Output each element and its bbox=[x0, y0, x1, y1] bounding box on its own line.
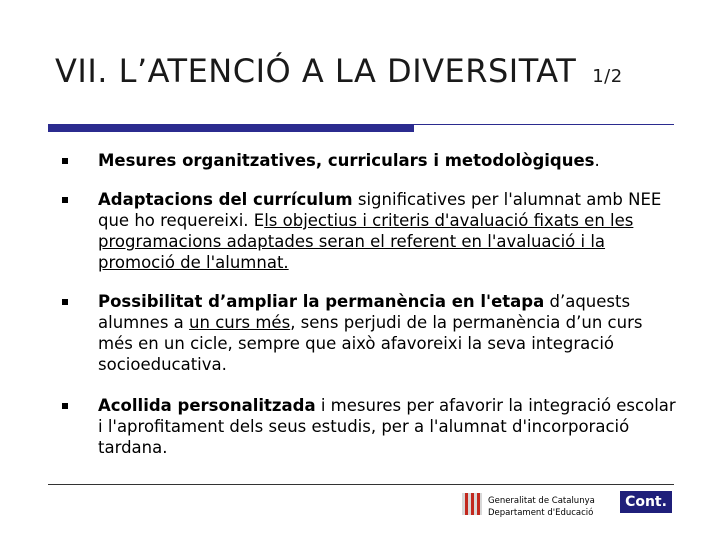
bullet-text: . bbox=[594, 151, 600, 170]
title-underline-thin bbox=[414, 124, 674, 125]
slide-page-indicator: 1/2 bbox=[592, 66, 623, 87]
bullet-item bbox=[62, 291, 682, 375]
bullet-text: , sens perjudi de la permanència d’un curs més en un cicle, sempre que això afavoreixi la seva integració socioeducativa. bbox=[98, 313, 643, 374]
continue-button[interactable]: Cont. bbox=[620, 491, 672, 513]
bullet-text: i mesures per afavorir la integració escolar i l'aprofitament dels seus estudis, per a l'alumnat d'incorporació tardana. bbox=[98, 396, 676, 457]
bullet-text: significatives per l'alumnat amb NEE que ho requereixi. E bbox=[98, 190, 662, 230]
bullet-item bbox=[62, 150, 682, 171]
square-bullet-icon bbox=[62, 158, 68, 164]
bullet-bold-text: Acollida personalitzada bbox=[98, 396, 316, 415]
square-bullet-icon bbox=[62, 299, 68, 305]
square-bullet-icon bbox=[62, 403, 68, 409]
bullet-text: d’aquests alumnes a bbox=[98, 292, 631, 332]
bullet-underlined-text: ls objectius i criteris d'avaluació fixats en les programacions adaptades seran el referent en l'avaluació i la promoció de l'alumnat. bbox=[98, 211, 634, 272]
bullet-item bbox=[62, 189, 682, 273]
generalitat-senyera-icon bbox=[462, 493, 482, 515]
title-underline-thick bbox=[48, 124, 414, 132]
bullet-bold-text: Possibilitat d’ampliar la permanència en l'etapa bbox=[98, 292, 545, 311]
footer-institution bbox=[488, 495, 595, 519]
slide-title bbox=[55, 52, 623, 90]
footer-divider bbox=[48, 484, 674, 485]
bullet-bold-text: Adaptacions del currículum bbox=[98, 190, 353, 209]
bullet-list bbox=[62, 150, 682, 458]
footer-line-2: Departament d'Educació bbox=[488, 508, 594, 518]
footer-line-1: Generalitat de Catalunya bbox=[488, 496, 595, 506]
square-bullet-icon bbox=[62, 197, 68, 203]
bullet-bold-text: Mesures organitzatives, curriculars i metodològiques bbox=[98, 151, 595, 170]
bullet-item bbox=[62, 395, 682, 458]
slide-title-text: VII. L’ATENCIÓ A LA DIVERSITAT bbox=[55, 52, 577, 90]
bullet-underlined-text: un curs més bbox=[189, 313, 291, 332]
